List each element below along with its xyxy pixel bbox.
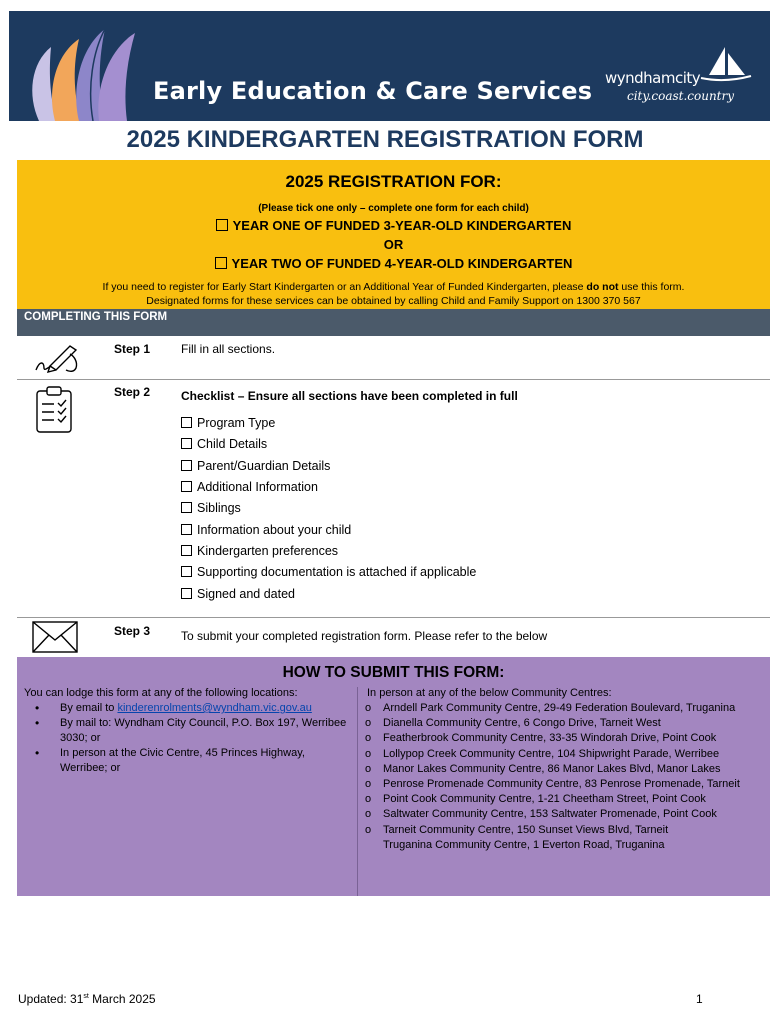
or-label: OR xyxy=(383,237,404,252)
step-2-text: Checklist – Ensure all sections have been completed in full xyxy=(181,389,518,403)
checkbox-icon[interactable] xyxy=(181,545,192,556)
checkbox-icon[interactable] xyxy=(181,502,192,513)
registration-heading: 2025 REGISTRATION FOR: xyxy=(285,172,502,191)
checklist-item[interactable]: Kindergarten preferences xyxy=(181,544,338,558)
list-item: o Point Cook Community Centre, 1-21 Cheetham Street, Point Cook xyxy=(365,793,706,806)
checkbox-icon[interactable] xyxy=(181,524,192,535)
checkbox-icon[interactable] xyxy=(216,219,228,231)
completing-heading: COMPLETING THIS FORM xyxy=(24,311,168,323)
centres-intro: In person at any of the below Community Centres: xyxy=(367,687,612,699)
registration-note: If you need to register for Early Start Kindergarten or an Additional Year of Funded Kindergarten, please do not use this form. xyxy=(102,281,685,293)
how-to-submit-section xyxy=(17,657,770,896)
option-year-one[interactable] xyxy=(17,218,770,233)
list-item: o Tarneit Community Centre, 150 Sunset Views Blvd, Tarneit xyxy=(365,823,669,836)
step-3-label: Step 3 xyxy=(114,624,151,638)
list-item: o Featherbrook Community Centre, 33-35 Windorah Drive, Point Cook xyxy=(365,732,717,745)
list-item: • By mail to: Wyndham City Council, P.O. Box 197, Werribee 3030; or xyxy=(35,716,355,746)
checklist-item[interactable]: Signed and dated xyxy=(181,587,295,601)
lodge-list xyxy=(35,701,355,776)
wyndham-logo xyxy=(605,51,765,121)
header-banner xyxy=(9,11,770,121)
list-item: o Saltwater Community Centre, 153 Saltwater Promenade, Point Cook xyxy=(365,808,717,821)
email-link[interactable]: kinderenrolments@wyndham.vic.gov.au xyxy=(117,702,312,714)
checkbox-icon[interactable] xyxy=(181,481,192,492)
checklist-item[interactable]: Program Type xyxy=(181,416,275,430)
tick-note: (Please tick one only – complete one form for each child) xyxy=(258,203,529,214)
envelope-icon xyxy=(32,621,78,653)
step-1-text: Fill in all sections. xyxy=(181,342,276,356)
divider xyxy=(17,617,770,618)
step-1-label: Step 1 xyxy=(114,342,151,356)
checkbox-icon[interactable] xyxy=(181,438,192,449)
pen-writing-icon xyxy=(30,340,82,376)
step-3-text: To submit your completed registration form. Please refer to the below xyxy=(181,629,548,643)
brand-tagline: city.coast.country xyxy=(627,89,735,103)
leaf-pattern-icon xyxy=(9,11,159,121)
checkbox-icon[interactable] xyxy=(181,588,192,599)
checkbox-icon[interactable] xyxy=(181,460,192,471)
updated-date: Updated: 31st March 2025 xyxy=(18,992,156,1006)
registration-note-contact: Designated forms for these services can be obtained by calling Child and Family Support on 1300 370 567 xyxy=(146,295,641,307)
list-item: o Lollypop Creek Community Centre, 104 Shipwright Parade, Werribee xyxy=(365,747,720,760)
divider xyxy=(17,379,770,380)
page-number: 1 xyxy=(696,992,703,1006)
banner-title: Early Education & Care Services xyxy=(153,77,593,105)
checklist-item[interactable]: Parent/Guardian Details xyxy=(181,459,330,473)
list-item: o Arndell Park Community Centre, 29-49 Federation Boulevard, Truganina xyxy=(365,702,736,714)
centre-list xyxy=(365,701,765,853)
step-2-label: Step 2 xyxy=(114,385,151,399)
checklist-item[interactable]: Child Details xyxy=(181,437,267,451)
column-divider xyxy=(357,687,358,896)
list-item: o Dianella Community Centre, 6 Congo Drive, Tarneit West xyxy=(365,717,661,730)
page-title: 2025 KINDERGARTEN REGISTRATION FORM xyxy=(126,126,644,153)
checkbox-icon[interactable] xyxy=(181,417,192,428)
list-item: o Penrose Promenade Community Centre, 83 Penrose Promenade, Tarneit xyxy=(365,778,740,791)
clipboard-checklist-icon xyxy=(34,386,74,434)
completing-heading-bar xyxy=(17,309,770,336)
option-year-two[interactable] xyxy=(17,256,770,271)
checklist-item[interactable]: Siblings xyxy=(181,501,241,515)
list-item: Truganina Community Centre, 1 Everton Road, Truganina xyxy=(383,838,665,851)
option-year-one-label: YEAR ONE OF FUNDED 3-YEAR-OLD KINDERGARTEN xyxy=(232,218,572,233)
how-to-submit-heading: HOW TO SUBMIT THIS FORM: xyxy=(282,664,505,681)
checkbox-icon[interactable] xyxy=(181,566,192,577)
checkbox-icon[interactable] xyxy=(215,257,227,269)
list-item: • In person at the Civic Centre, 45 Princes Highway, Werribee; or xyxy=(35,746,355,776)
lodge-intro: You can lodge this form at any of the following locations: xyxy=(24,687,298,699)
registration-section xyxy=(17,160,770,309)
checklist-item[interactable]: Additional Information xyxy=(181,480,318,494)
list-item: • By email to kinderenrolments@wyndham.vic.gov.au xyxy=(35,701,355,716)
checklist-item[interactable]: Information about your child xyxy=(181,523,351,537)
brand-name: wyndhamcity xyxy=(605,69,701,87)
checklist-item[interactable]: Supporting documentation is attached if applicable xyxy=(181,565,476,579)
list-item: o Manor Lakes Community Centre, 86 Manor Lakes Blvd, Manor Lakes xyxy=(365,762,721,775)
option-year-two-label: YEAR TWO OF FUNDED 4-YEAR-OLD KINDERGARTEN xyxy=(231,256,573,271)
